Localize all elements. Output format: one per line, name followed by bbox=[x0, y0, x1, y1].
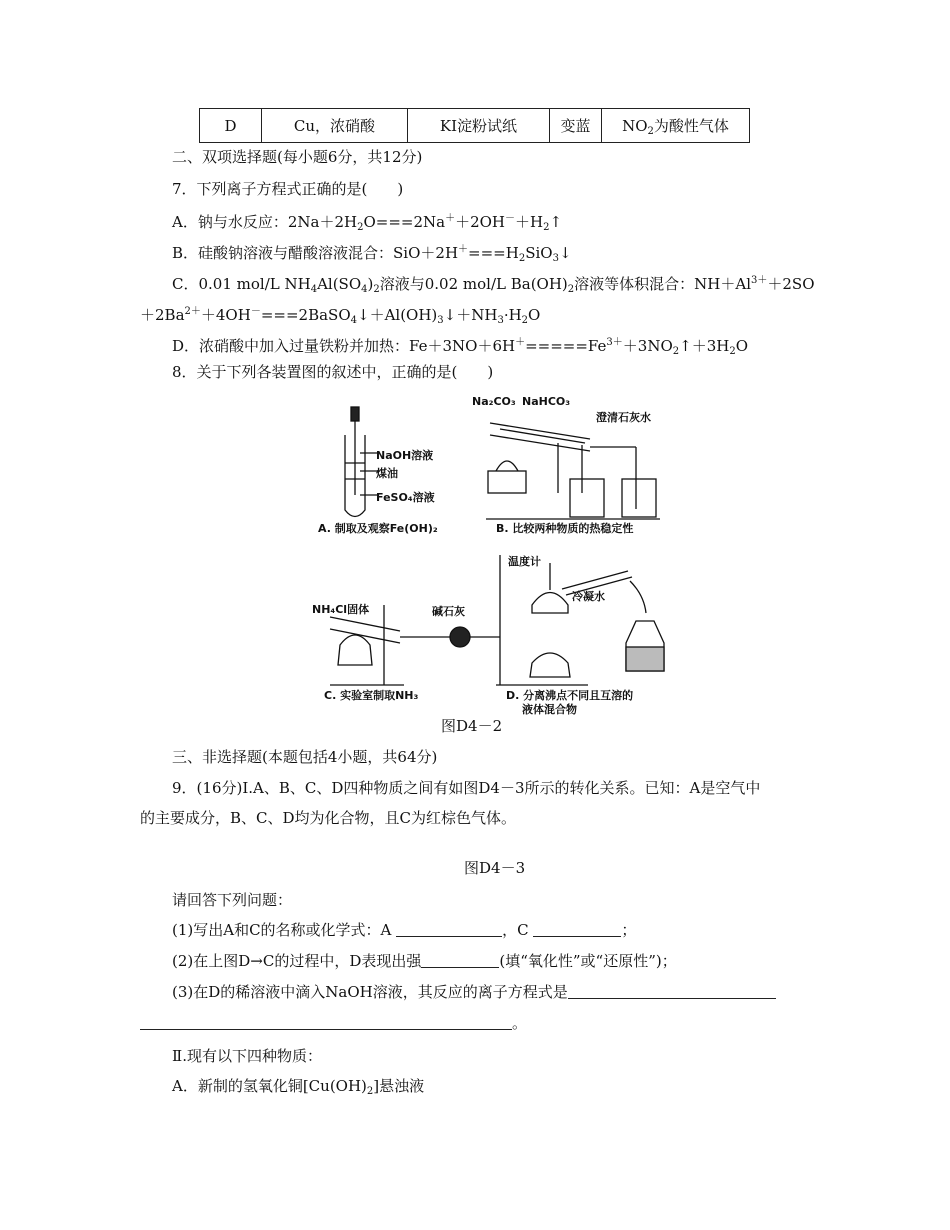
label-thermometer: 温度计 bbox=[508, 555, 541, 568]
q9-sub3: (3)在D的稀溶液中滴入NaOH溶液，其反应的离子方程式是 bbox=[172, 982, 776, 1002]
label-feso4-solution: FeSO₄溶液 bbox=[376, 491, 435, 504]
section2-heading: 二、双项选择题(每小题6分，共12分) bbox=[172, 148, 423, 166]
q9-part2-option-a: A．新制的氢氧化铜$[Cu(OH)_2]$悬浊液 bbox=[172, 1077, 425, 1097]
table-cell-conclusion: $NO_2$为酸性气体 bbox=[602, 109, 750, 143]
caption-d-line1: D. 分离沸点不同且互溶的 bbox=[506, 689, 634, 702]
apparatus-b-heating bbox=[486, 423, 660, 519]
section3-heading: 三、非选择题(本题包括4小题，共64分) bbox=[172, 748, 438, 766]
figure-caption-d4-3: 图D4－3 bbox=[464, 859, 526, 877]
caption-c: C. 实验室制取NH₃ bbox=[324, 689, 419, 702]
label-soda-lime: 碱石灰 bbox=[432, 605, 465, 618]
q9-prompt: 请回答下列问题： bbox=[172, 891, 293, 909]
q7-option-c-line2: $+2Ba^{2+}+4OH^-===2BaSO_4↓+Al(OH)_3↓+NH_3\cdot H_2O$ bbox=[140, 306, 541, 326]
question-7-stem: 7．下列离子方程式正确的是( ) bbox=[172, 180, 404, 198]
q9-sub3-continued: 。 bbox=[140, 1013, 527, 1033]
question-9-line1: 9．(16分)Ⅰ.A、B、C、D四种物质之间有如图D4－3所示的转化关系。已知：A是空气中 bbox=[172, 779, 761, 797]
q7-option-d: D．浓硝酸中加入过量铁粉并加热：$Fe+3NO+6H^+=====Fe^{3+}+3NO_2↑+3H_2O$ bbox=[172, 337, 749, 357]
answer-blank-a[interactable] bbox=[396, 922, 502, 937]
label-kerosene: 煤油 bbox=[376, 467, 398, 480]
label-naoh-solution: NaOH溶液 bbox=[376, 449, 434, 462]
q7-option-a: A．钠与水反应：$2Na+2H_2O===2Na^++2OH^-+H_2↑$ bbox=[172, 213, 563, 233]
q9-sub1: (1)写出A和C的名称或化学式：A ，C ； bbox=[172, 921, 637, 939]
q7-option-c-line1: C．0.01 mol/L $NH_4Al(SO_4)_2$溶液与0.02 mol/L $Ba(OH)_2$溶液等体积混合：$NH+Al^{3+}+2SO$ bbox=[172, 275, 815, 295]
lab-apparatus-figure bbox=[300, 395, 680, 720]
answer-blank-equation-1[interactable] bbox=[568, 984, 776, 999]
label-nahco3: NaHCO₃ bbox=[522, 395, 571, 408]
caption-a: A. 制取及观察Fe(OH)₂ bbox=[318, 522, 438, 535]
caption-d-line2: 液体混合物 bbox=[522, 703, 577, 716]
table-cell-reagent: Cu，浓硝酸 bbox=[262, 109, 408, 143]
figure-caption-d4-2: 图D4－2 bbox=[441, 717, 503, 735]
label-limewater: 澄清石灰水 bbox=[596, 411, 651, 424]
label-na2co3: Na₂CO₃ bbox=[472, 395, 516, 408]
q7-option-b: B．硅酸钠溶液与醋酸溶液混合：$SiO+2H^+===H_2SiO_3↓$ bbox=[172, 244, 572, 264]
caption-b: B. 比较两种物质的热稳定性 bbox=[496, 522, 634, 535]
question-9-line2: 的主要成分，B、C、D均为化合物，且C为红棕色气体。 bbox=[140, 809, 517, 827]
table-cell-paper: KI淀粉试纸 bbox=[408, 109, 550, 143]
table-cell-phenomenon: 变蓝 bbox=[550, 109, 602, 143]
answer-table-row-d bbox=[199, 108, 750, 143]
answer-blank-c[interactable] bbox=[533, 922, 621, 937]
apparatus-c-ammonia bbox=[330, 605, 500, 685]
q9-part2-heading: Ⅱ.现有以下四种物质： bbox=[172, 1047, 322, 1065]
apparatus-a-test-tube bbox=[345, 407, 378, 517]
table-cell-option: D bbox=[200, 109, 262, 143]
q9-sub2: (2)在上图D→C的过程中，D表现出强 (填“氧化性”或“还原性”)； bbox=[172, 952, 677, 970]
answer-blank-property[interactable] bbox=[421, 953, 499, 968]
label-cooling-water: 冷凝水 bbox=[572, 590, 605, 603]
answer-blank-equation-2[interactable] bbox=[140, 1015, 512, 1030]
apparatus-d-distillation bbox=[496, 555, 664, 685]
question-8-stem: 8．关于下列各装置图的叙述中，正确的是( ) bbox=[172, 363, 494, 381]
label-nh4cl-solid: NH₄Cl固体 bbox=[312, 603, 370, 616]
